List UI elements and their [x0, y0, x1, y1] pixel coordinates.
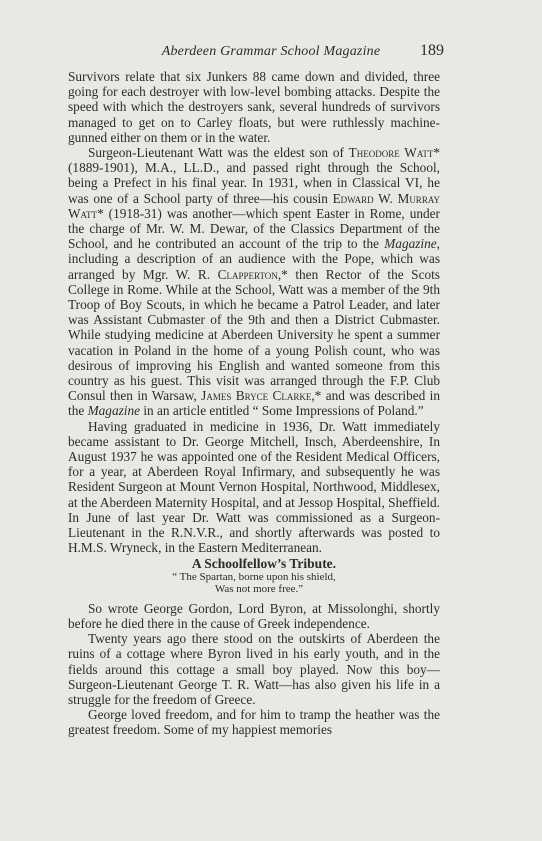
name-clapperton: Clapperton — [217, 266, 278, 282]
text-run: , including a description of an audience with the Pope, which was arranged by Mgr. W. R. — [68, 236, 440, 282]
paragraph-freedom: George loved freedom, and for him to tramp the heather was the greatest freedom. Some of my happiest memories — [68, 707, 440, 738]
paragraph-cottage: Twenty years ago there stood on the outskirts of Aberdeen the ruins of a cottage where Byron lived in his early youth, and in the fields around this cottage a small boy played. Now this boy—Surgeon-Lieutenant George T. R. Watt—has also given his life in a struggle for the freedom of Greece. — [68, 631, 440, 707]
text-run: * (1918-31) was another—which spent Easter in Rome, under the charge of Mr. W. M. Dewar, of the Classics Department of the School, and he contributed an account of the trip to the — [68, 205, 440, 252]
name-edward-watt: Edward W. Murray Watt — [68, 190, 440, 221]
epigraph — [68, 571, 440, 596]
magazine-title: Magazine — [384, 236, 437, 252]
name-james-bryce-clarke: James Bryce Clarke — [201, 388, 312, 404]
paragraph-byron: So wrote George Gordon, Lord Byron, at Missolonghi, shortly before he died there in the cause of Greek independence. — [68, 600, 440, 631]
text-run: ,* then Rector of the Scots College in Rome. While at the School, Watt was a member of the 9th Troop of Boy Scouts, in which he became a Patrol Leader, and later was Assistant Cubmaster of the 9th and then a District Cubmaster. While studying medicine at Aberdeen University he spent a summer vacation in Poland in the home of a young Polish count, who was desirous of improving his English and wanted someone from this country as his guest. This visit was arranged through the F.P. Club Consul then in Warsaw, — [68, 266, 440, 404]
section-title: A Schoolfellow’s Tribute. — [191, 555, 337, 571]
paragraph-biography — [68, 145, 440, 419]
paragraph-career: Having graduated in medicine in 1936, Dr. Watt immediately became assistant to Dr. George Mitchell, Insch, Aberdeenshire, In August 1937 he was appointed one of the Resident Medical Officers, for a year, at Aberdeen Royal Infirmary, and subsequently he was Resident Surgeon at Mount Vernon Hospital, Northwood, Middlesex, at the Aberdeen Maternity Hospital, and at Jessop Hospital, Sheffield. In June of last year Dr. Watt was commissioned as a Surgeon-Lieutenant in the R.N.V.R., and shortly afterwards was posted to H.M.S. Wryneck, in the Eastern Mediterranean. — [68, 418, 440, 556]
epigraph-line: Was not more free.” — [214, 583, 304, 596]
running-head — [0, 42, 542, 62]
epigraph-line: “ The Spartan, borne upon his shield, — [172, 570, 336, 583]
paragraph-survivors: Survivors relate that six Junkers 88 came down and divided, three going for each destroyer with low-level bombing attacks. Despite the speed with which the destroyers sank, several hundreds of survivors managed to get on to Carley floats, but were ruthlessly machine-gunned either on them or in the water. — [68, 69, 440, 145]
text-run: ,* and was described in the — [68, 388, 440, 419]
text-run: * (1889-1901), M.A., LL.D., and passed right through the School, being a Prefect in his final year. In 1931, when in Classical VI, he was one of a School party of three—his cousin — [68, 145, 441, 206]
page-number: 189 — [420, 42, 444, 59]
text-run: in an article entitled “ Some Impressions of Poland.” — [140, 403, 424, 419]
running-title: Aberdeen Grammar School Magazine — [161, 44, 381, 59]
text-run: Surgeon-Lieutenant Watt was the eldest son of — [88, 145, 349, 161]
body-text — [68, 69, 440, 738]
name-theodore-watt: Theodore Watt — [348, 145, 434, 161]
magazine-title: Magazine — [87, 403, 141, 419]
